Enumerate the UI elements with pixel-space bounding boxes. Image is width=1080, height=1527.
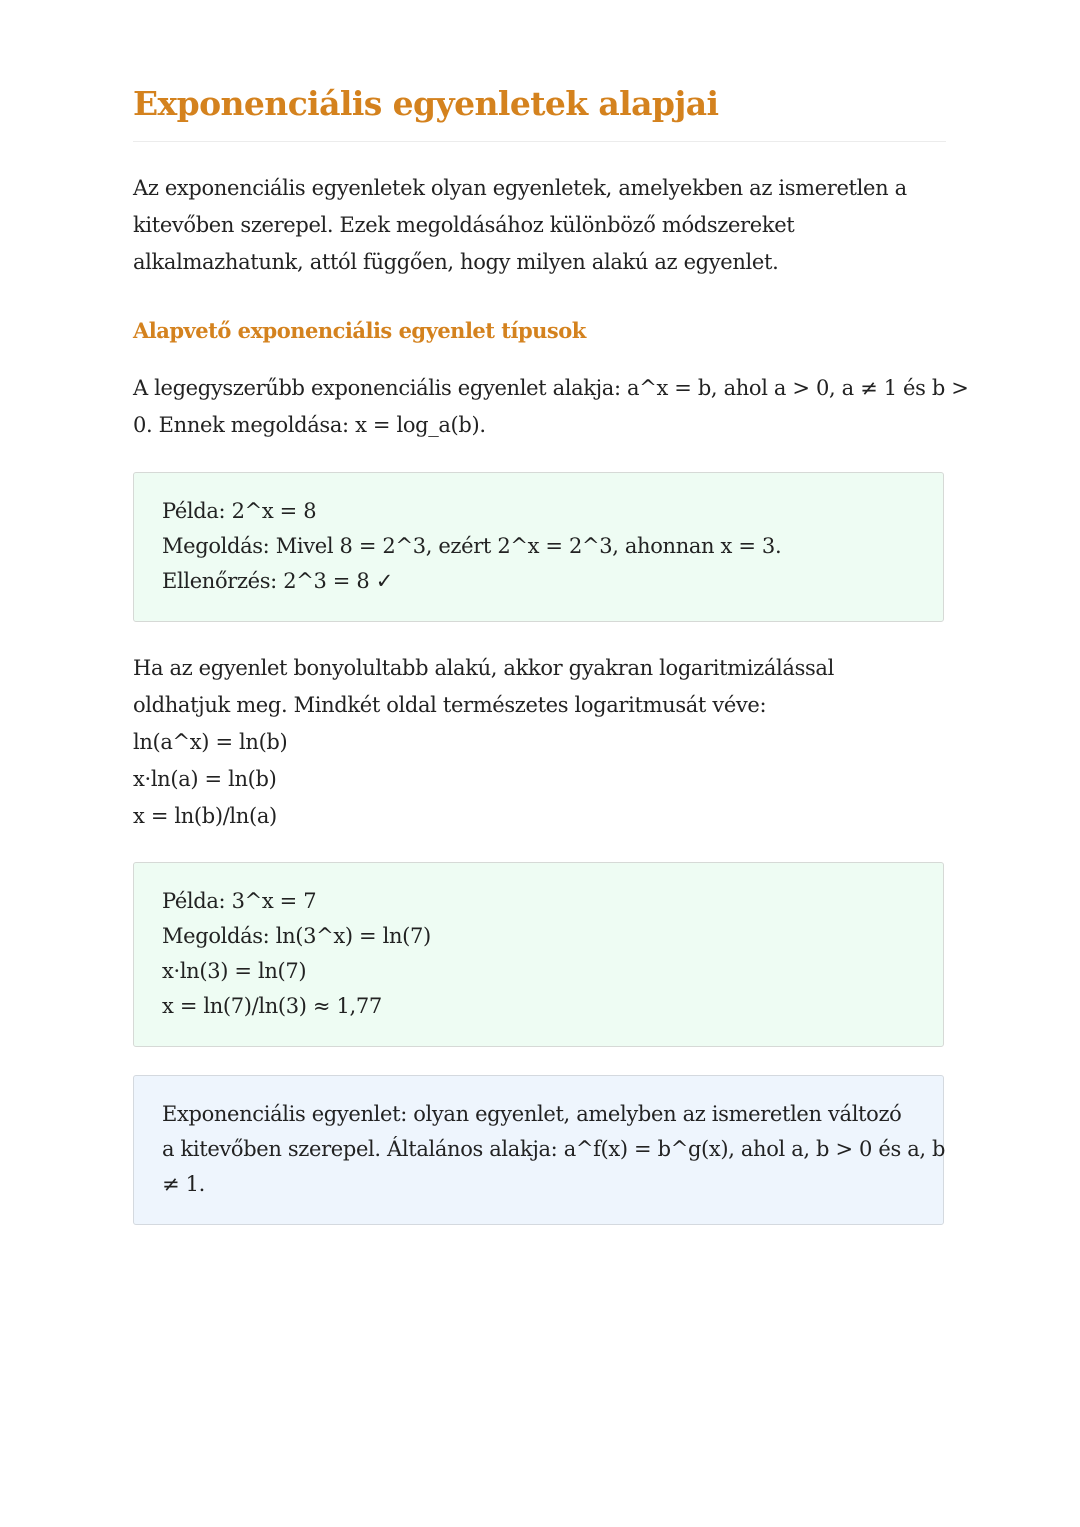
example-line: x = ln(7)/ln(3) ≈ 1,77 (162, 994, 382, 1018)
logarithm-line: oldhatjuk meg. Mindkét oldal természetes logaritmusát véve: (133, 693, 767, 717)
title-divider (133, 141, 946, 142)
basic-form-line: A legegyszerűbb exponenciális egyenlet alakja: a^x = b, ahol a > 0, a ≠ 1 és b > (133, 376, 969, 400)
intro-line: alkalmazhatunk, attól függően, hogy milyen alakú az egyenlet. (133, 250, 779, 274)
definition-line: ≠ 1. (162, 1172, 205, 1196)
example-line: Példa: 2^x = 8 (162, 499, 317, 523)
formula-line: ln(a^x) = ln(b) (133, 730, 288, 754)
page-title: Exponenciális egyenletek alapjai (133, 84, 719, 123)
example-box-1 (133, 472, 944, 622)
basic-form-line: 0. Ennek megoldása: x = log_a(b). (133, 413, 486, 437)
definition-line: a kitevőben szerepel. Általános alakja: a^f(x) = b^g(x), ahol a, b > 0 és a, b (162, 1137, 946, 1161)
example-line: Megoldás: ln(3^x) = ln(7) (162, 924, 431, 948)
section-heading: Alapvető exponenciális egyenlet típusok (133, 318, 586, 343)
example-box-2 (133, 862, 944, 1047)
example-line: x·ln(3) = ln(7) (162, 959, 307, 983)
intro-line: kitevőben szerepel. Ezek megoldásához különböző módszereket (133, 213, 795, 237)
example-line: Példa: 3^x = 7 (162, 889, 317, 913)
logarithm-paragraph (133, 650, 933, 835)
definition-box (133, 1075, 944, 1225)
intro-line: Az exponenciális egyenletek olyan egyenletek, amelyekben az ismeretlen a (133, 176, 907, 200)
logarithm-line: Ha az egyenlet bonyolultabb alakú, akkor gyakran logaritmizálással (133, 656, 834, 680)
example-line: Ellenőrzés: 2^3 = 8 ✓ (162, 569, 393, 593)
definition-line: Exponenciális egyenlet: olyan egyenlet, amelyben az ismeretlen változó (162, 1102, 902, 1126)
formula-line: x = ln(b)/ln(a) (133, 804, 277, 828)
basic-form-paragraph (133, 370, 969, 444)
intro-paragraph (133, 170, 933, 281)
example-line: Megoldás: Mivel 8 = 2^3, ezért 2^x = 2^3, ahonnan x = 3. (162, 534, 782, 558)
formula-line: x·ln(a) = ln(b) (133, 767, 277, 791)
